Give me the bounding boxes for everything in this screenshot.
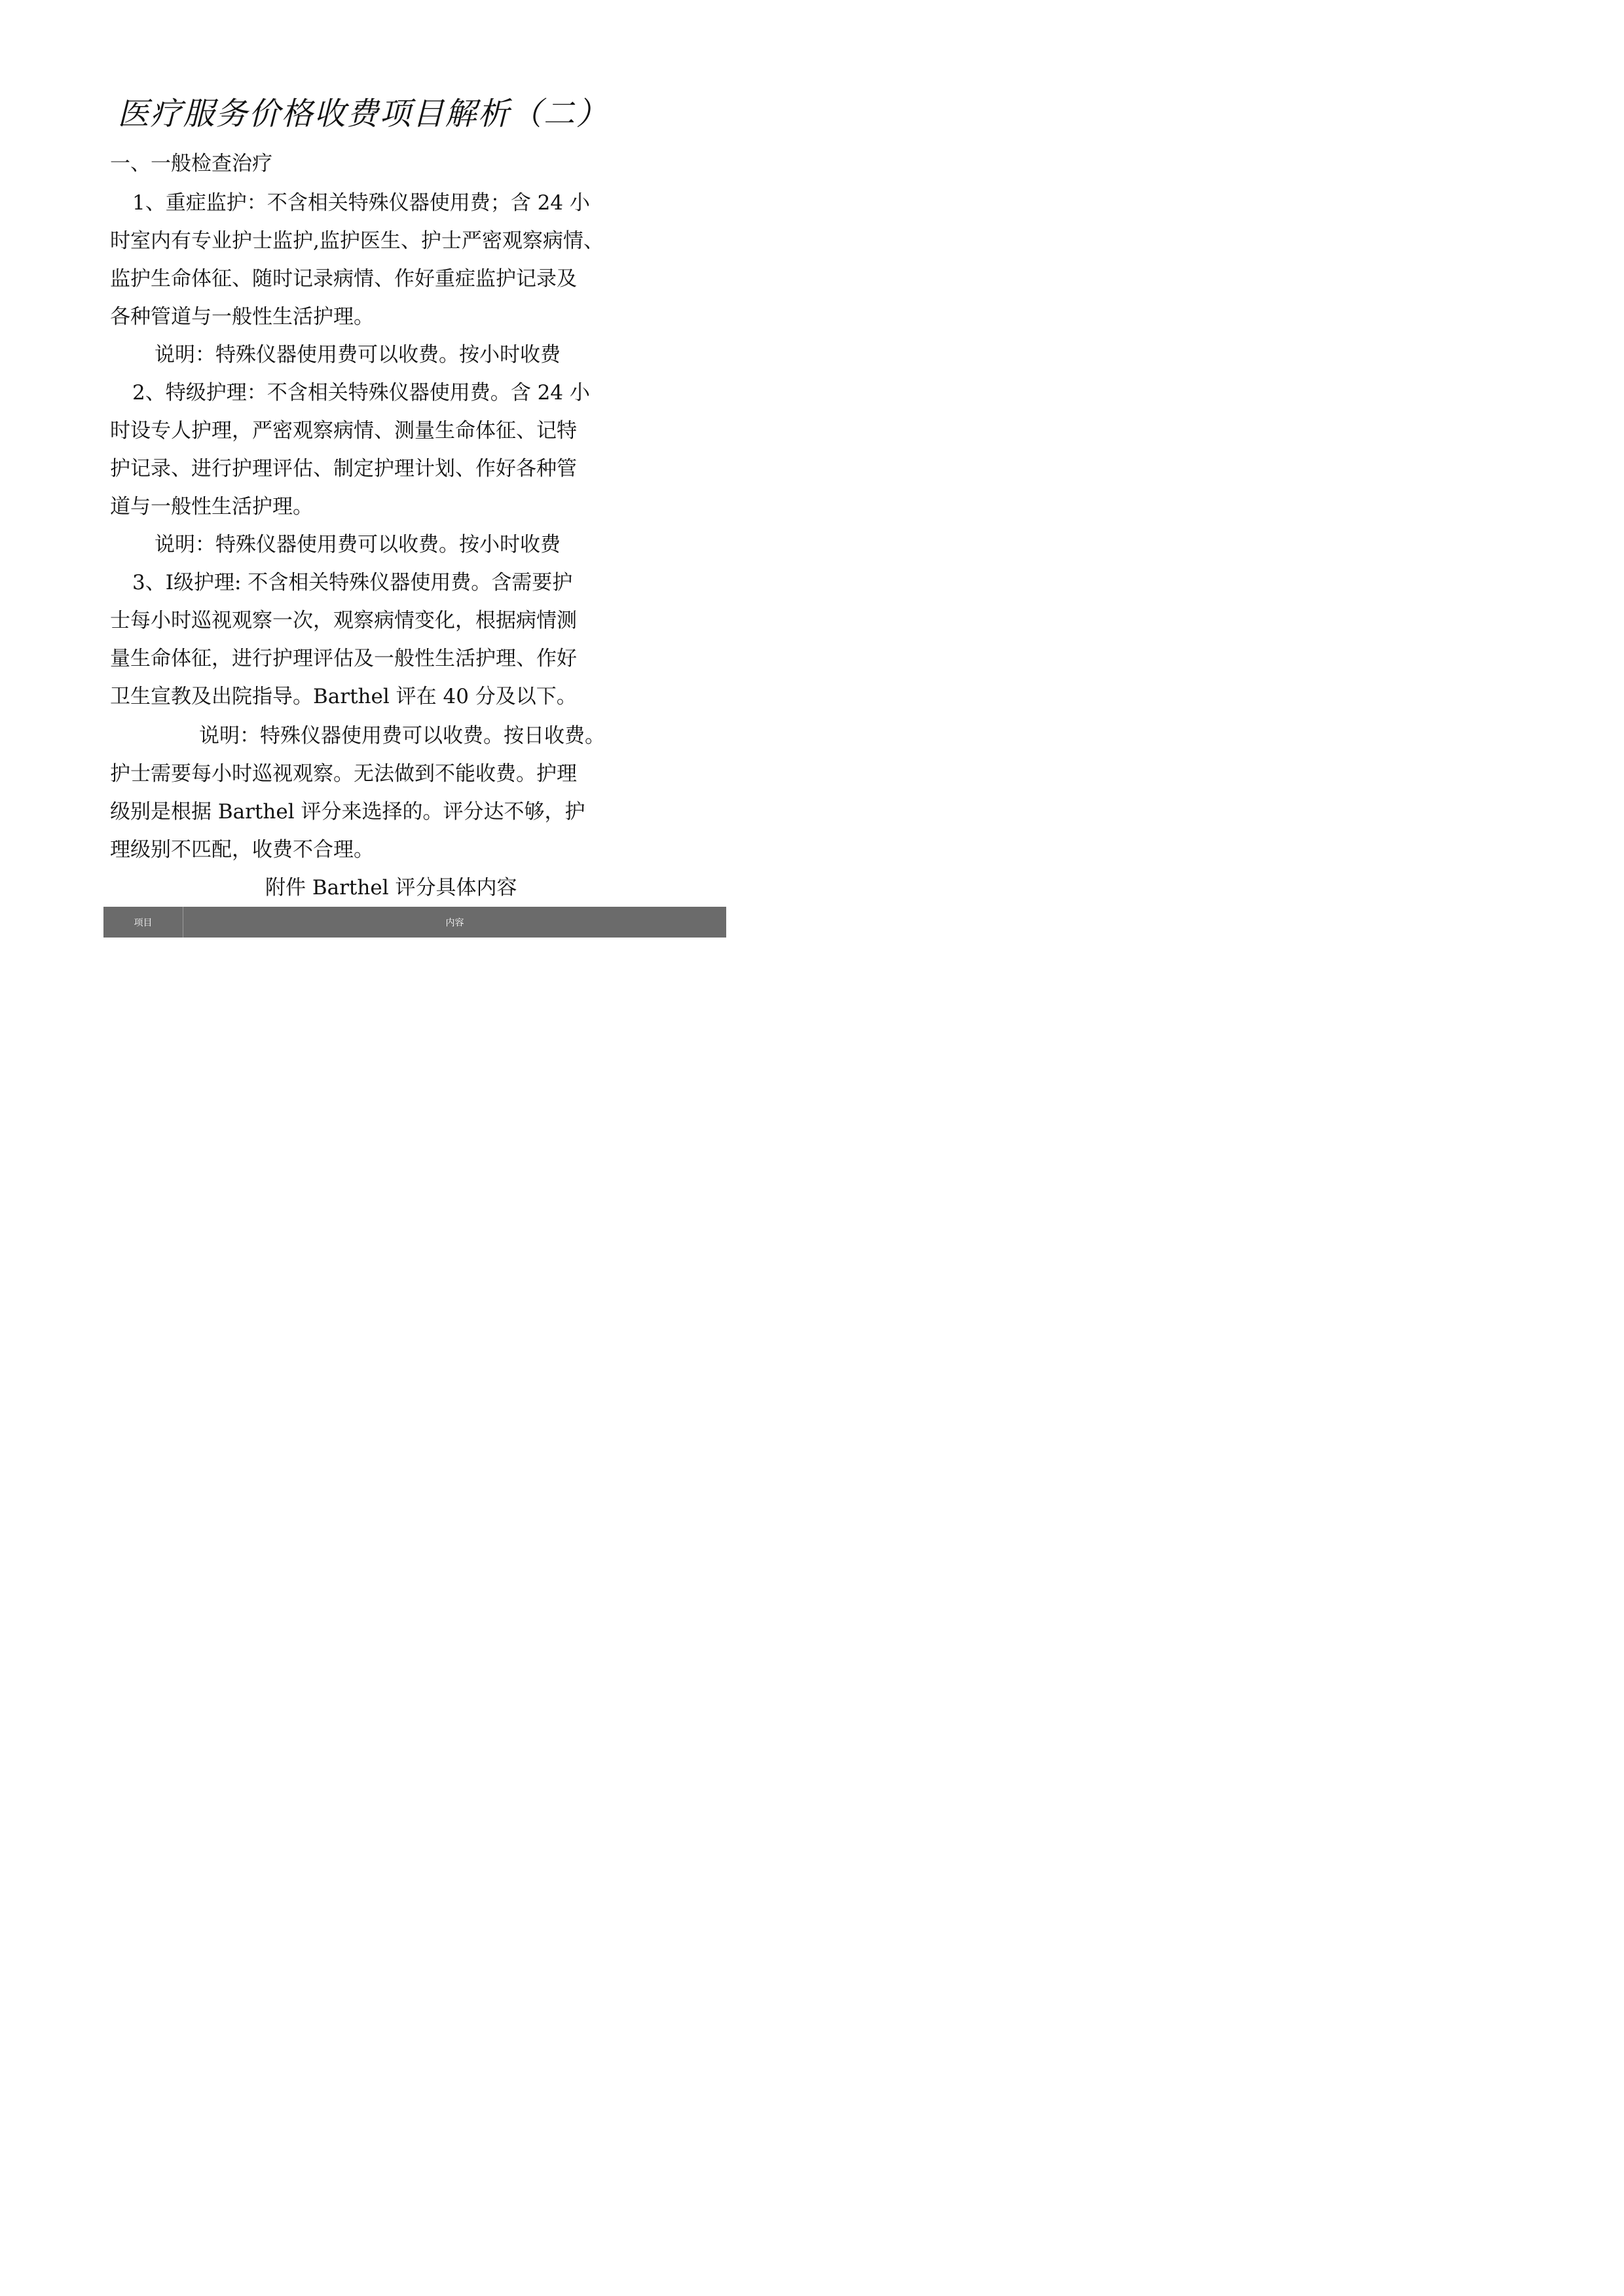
table-header-content: 内容: [445, 917, 464, 928]
paragraph-line: 护记录、进行护理评估、制定护理计划、作好各种管: [110, 457, 577, 481]
note-line: 说明：特殊仪器使用费可以收费。按日收费。: [199, 724, 605, 748]
paragraph-line: 时室内有专业护士监护,监护医生、护士严密观察病情、: [110, 229, 604, 253]
document-title: 医疗服务价格收费项目解析（二）: [117, 96, 609, 132]
note-line: 说明：特殊仪器使用费可以收费。按小时收费: [155, 533, 561, 556]
paragraph-line: 级别是根据 Barthel 评分来选择的。评分达不够，护: [110, 800, 585, 824]
paragraph-line: 士每小时巡视观察一次，观察病情变化，根据病情测: [110, 609, 577, 632]
appendix-caption: 附件 Barthel 评分具体内容: [265, 876, 517, 900]
paragraph-line: 2、特级护理：不含相关特殊仪器使用费。含 24 小: [132, 381, 590, 405]
section-heading: 一、一般检查治疗: [110, 152, 272, 175]
paragraph-line: 各种管道与一般性生活护理。: [110, 305, 374, 329]
barthel-table-header: [103, 907, 726, 938]
paragraph-line: 3、Ⅰ级护理: 不含相关特殊仪器使用费。含需要护: [132, 571, 573, 594]
paragraph-line: 卫生宣教及出院指导。Barthel 评在 40 分及以下。: [110, 685, 577, 708]
paragraph-line: 监护生命体征、随时记录病情、作好重症监护记录及: [110, 267, 577, 291]
table-header-item: 项目: [103, 907, 183, 938]
paragraph-line: 护士需要每小时巡视观察。无法做到不能收费。护理: [110, 762, 577, 786]
paragraph-line: 时设专人护理，严密观察病情、测量生命体征、记特: [110, 419, 577, 443]
paragraph-line: 1、重症监护：不含相关特殊仪器使用费；含 24 小: [132, 191, 590, 215]
paragraph-line: 理级别不匹配，收费不合理。: [110, 838, 374, 862]
note-line: 说明：特殊仪器使用费可以收费。按小时收费: [155, 343, 561, 367]
paragraph-line: 量生命体征，进行护理评估及一般性生活护理、作好: [110, 647, 577, 670]
paragraph-line: 道与一般性生活护理。: [110, 495, 313, 519]
